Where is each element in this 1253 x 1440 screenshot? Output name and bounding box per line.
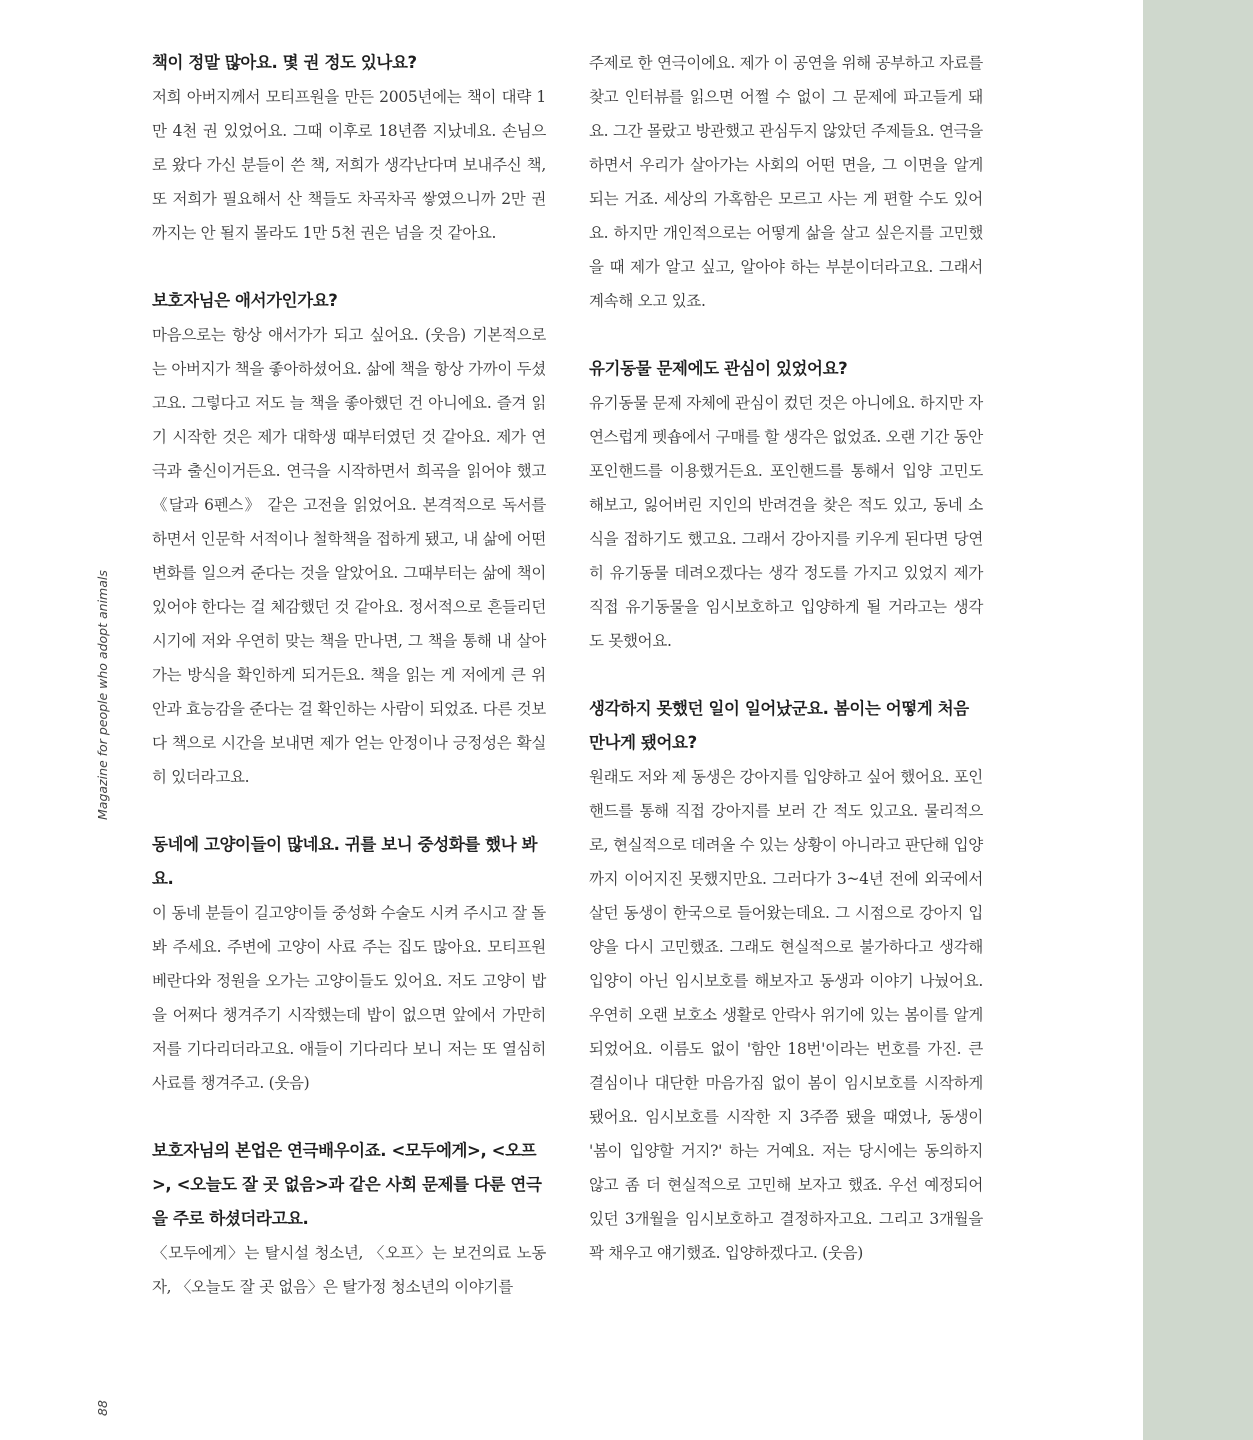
question-heading: 책이 정말 많아요. 몇 권 정도 있나요? (152, 53, 417, 72)
answer-paragraph: 유기동물 문제 자체에 관심이 컸던 것은 아니에요. 하지만 자연스럽게 펫숍에서 구매를 할 생각은 없었죠. 오랜 기간 동안 포인핸드를 이용했거든요. 포인핸드를 통해서 입양 고민도 해보고, 잃어버린 지인의 반려견을 찾은 적도 있고, 동네 소식을 접하기도 했고요. 그래서 강아지를 키우게 된다면 당연히 유기동물 데려오겠다는 생각 정도를 가지고 있었지 제가 직접 유기동물을 임시보호하고 입양하게 될 거라고는 생각도 못했어요. (589, 394, 983, 650)
answer-paragraph: 저희 아버지께서 모티프원을 만든 2005년에는 책이 대략 1만 4천 권 있었어요. 그때 이후로 18년쯤 지났네요. 손님으로 왔다 가신 분들이 쓴 책, 저희가 생각난다며 보내주신 책, 또 저희가 필요해서 산 책들도 차곡차곡 쌓였으니까 2만 권까지는 안 될지 몰라도 1만 5천 권은 넘을 것 같아요. (152, 88, 546, 242)
side-color-strip (1143, 0, 1253, 1440)
question-heading: 동네에 고양이들이 많네요. 귀를 보니 중성화를 했나 봐요. (152, 835, 538, 888)
answer-paragraph: 이 동네 분들이 길고양이들 중성화 수술도 시켜 주시고 잘 돌봐 주세요. 주변에 고양이 사료 주는 집도 많아요. 모티프원 베란다와 정원을 오가는 고양이들도 있어요. 저도 고양이 밥을 어쩌다 챙겨주기 시작했는데 밥이 없으면 앞에서 가만히 저를 기다리더라고요. 애들이 기다리다 보니 저는 또 열심히 사료를 챙겨주고. (웃음) (152, 904, 546, 1092)
question-heading: 유기동물 문제에도 관심이 있었어요? (589, 359, 848, 378)
page-number: 88 (95, 1400, 110, 1416)
answer-paragraph: 마음으로는 항상 애서가가 되고 싶어요. (웃음) 기본적으로는 아버지가 책을 좋아하셨어요. 삶에 책을 항상 가까이 두셨고요. 그렇다고 저도 늘 책을 좋아했던 건 아니에요. 즐겨 읽기 시작한 것은 제가 대학생 때부터였던 것 같아요. 제가 연극과 출신이거든요. 연극을 시작하면서 희곡을 읽어야 했고 《달과 6펜스》 같은 고전을 읽었어요. 본격적으로 독서를 하면서 인문학 서적이나 철학책을 접하게 됐고, 내 삶에 어떤 변화를 일으켜 준다는 것을 알았어요. 그때부터는 삶에 책이 있어야 한다는 걸 체감했던 것 같아요. 정서적으로 흔들리던 시기에 저와 우연히 맞는 책을 만나면, 그 책을 통해 내 살아가는 방식을 확인하게 되거든요. 책을 읽는 게 저에게 큰 위안과 효능감을 준다는 걸 확인하는 사람이 되었죠. 다른 것보다 책으로 시간을 보내면 제가 얻는 안정이나 긍정성은 확실히 있더라고요. (152, 326, 546, 786)
question-heading: 생각하지 못했던 일이 일어났군요. 봄이는 어떻게 처음 만나게 됐어요? (589, 699, 969, 752)
answer-paragraph: 원래도 저와 제 동생은 강아지를 입양하고 싶어 했어요. 포인핸드를 통해 직접 강아지를 보러 간 적도 있고요. 물리적으로, 현실적으로 데려올 수 있는 상황이 아니라고 판단해 입양까지 이어지진 못했지만요. 그러다가 3~4년 전에 외국에서 살던 동생이 한국으로 들어왔는데요. 그 시점으로 강아지 입양을 다시 고민했죠. 그래도 현실적으로 불가하다고 생각해 입양이 아닌 임시보호를 해보자고 동생과 이야기 나눴어요. 우연히 오랜 보호소 생활로 안락사 위기에 있는 봄이를 알게 되었어요. 이름도 없이 '함안 18번'이라는 번호를 가진. 큰 결심이나 대단한 마음가짐 없이 봄이 임시보호를 시작하게 됐어요. 임시보호를 시작한 지 3주쯤 됐을 때였나, 동생이 '봄이 입양할 거지?' 하는 거예요. 저는 당시에는 동의하지 않고 좀 더 현실적으로 고민해 보자고 했죠. 우선 예정되어 있던 3개월을 임시보호하고 결정하자고요. 그리고 3개월을 꽉 채우고 얘기했죠. 입양하겠다고. (웃음) (589, 768, 983, 1262)
question-heading: 보호자님은 애서가인가요? (152, 291, 338, 310)
right-column (589, 46, 983, 1270)
answer-paragraph-continued: 주제로 한 연극이에요. 제가 이 공연을 위해 공부하고 자료를 찾고 인터뷰를 읽으면 어쩔 수 없이 그 문제에 파고들게 돼요. 그간 몰랐고 방관했고 관심두지 않았던 주제들요. 연극을 하면서 우리가 살아가는 사회의 어떤 면을, 그 이면을 알게 되는 거죠. 세상의 가혹함은 모르고 사는 게 편할 수도 있어요. 하지만 개인적으로는 어떻게 삶을 살고 싶은지를 고민했을 때 제가 알고 싶고, 알아야 하는 부분이더라고요. 그래서 계속해 오고 있죠. (589, 54, 983, 310)
question-heading: 보호자님의 본업은 연극배우이죠. <모두에게>, <오프>, <오늘도 잘 곳 없음>과 같은 사회 문제를 다룬 연극을 주로 하셨더라고요. (152, 1141, 542, 1228)
magazine-tagline: Magazine for people who adopt animals (95, 570, 110, 820)
left-column (152, 46, 546, 1304)
answer-paragraph: 〈모두에게〉는 탈시설 청소년, 〈오프〉는 보건의료 노동자, 〈오늘도 잘 곳 없음〉은 탈가정 청소년의 이야기를 (152, 1244, 546, 1296)
